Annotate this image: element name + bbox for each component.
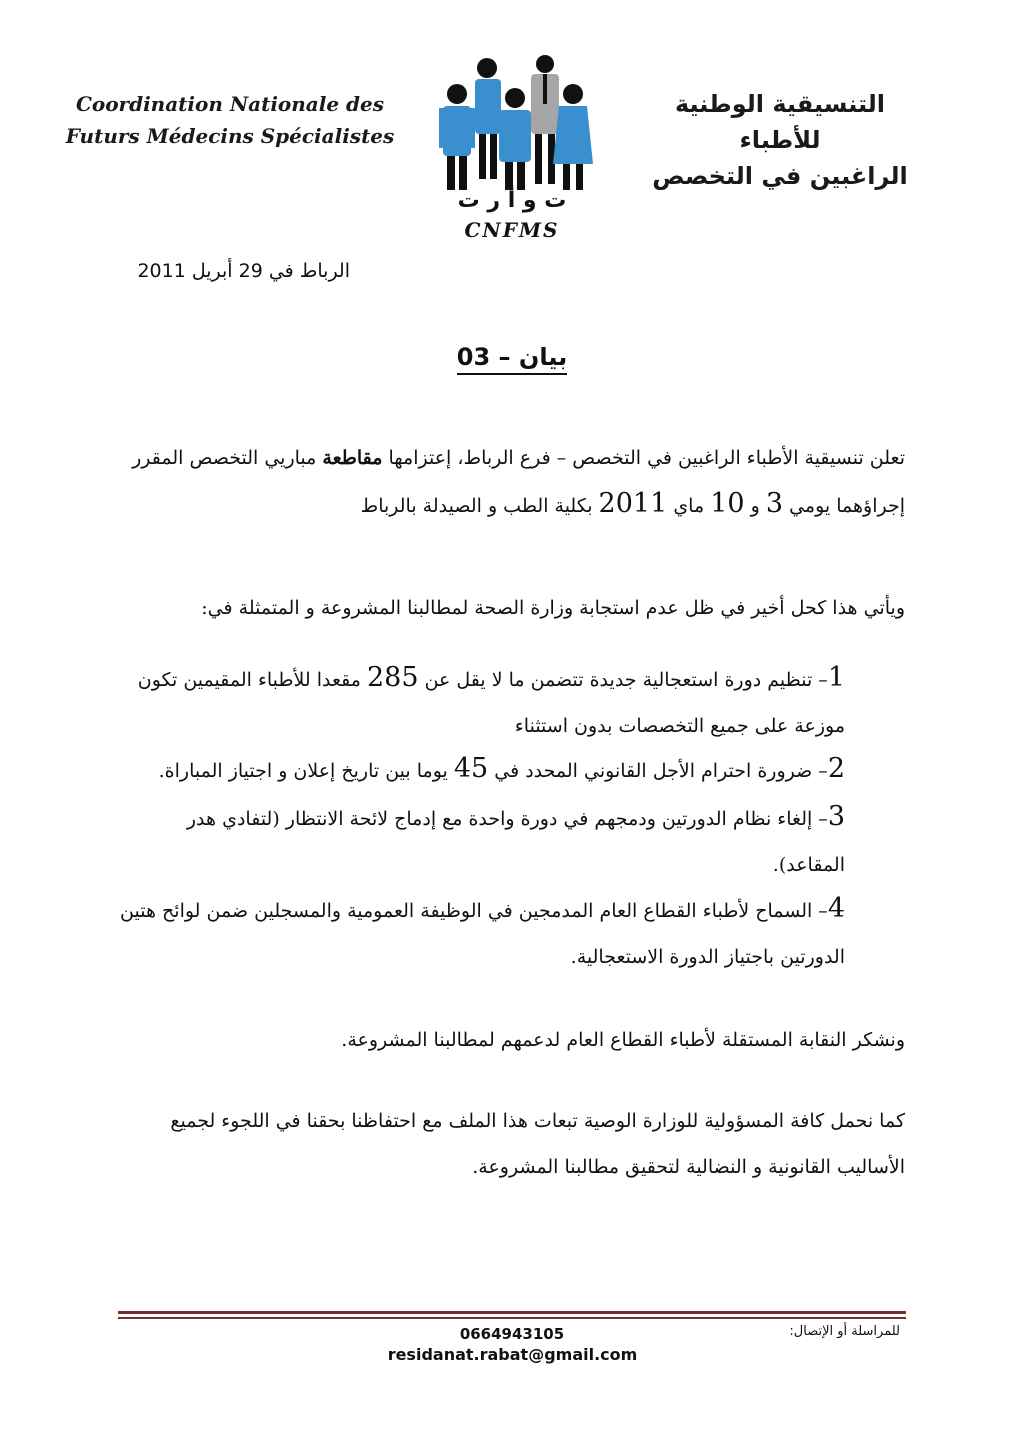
logo-figure-left	[439, 84, 475, 190]
intro-day-1: 3	[765, 488, 784, 519]
intro-and: و	[750, 495, 760, 517]
statement-title-text: بيان – 03	[457, 343, 567, 375]
arabic-org-line-2: الراغبين في التخصص	[652, 162, 908, 190]
demand-item-3	[120, 794, 845, 888]
closing-paragraph: كما نحمل كافة المسؤولية للوزارة الوصية تبعات هذا الملف مع احتفاظنا بحقنا في اللجوء لجميع الأساليب القانونية و النضالية لتحقيق مطالبنا المشروعة.	[170, 1110, 905, 1178]
intro-paragraph	[120, 435, 905, 529]
intro-line-2-pre: المقرر إجراؤهما يومي	[132, 447, 905, 517]
footer-phone: 0664943105	[459, 1325, 565, 1343]
statement-title	[412, 343, 612, 371]
intro-line-1: تعلن تنسيقية الأطباء الراغبين في التخصص – فرع الرباط، إعتزامها	[388, 447, 905, 469]
demand-figure: 285	[366, 662, 419, 693]
reason-paragraph: ويأتي هذا كحل أخير في ظل عدم استجابة وزارة الصحة لمطالبنا المشروعة و المتمثلة في:	[201, 597, 905, 619]
demand-text-post: يوما بين تاريخ إعلان و اجتياز المباراة.	[158, 760, 448, 782]
demand-number: 2	[827, 753, 845, 784]
logo-figure-back-right	[531, 55, 559, 184]
demand-figure: 45	[453, 753, 489, 784]
intro-bold-word: مقاطعة	[322, 447, 383, 469]
intro-line-2-post: بكلية الطب و الصيدلة بالرباط	[360, 495, 593, 517]
demand-text-pre: – تنظيم دورة استعجالية جديدة تتضمن ما لا يقل عن	[424, 669, 828, 691]
french-org-line-1: Coordination Nationale des	[75, 92, 385, 116]
intro-line-1-end: مباريي التخصص	[189, 447, 317, 469]
logo-figure-center	[499, 88, 531, 190]
demand-number: 3	[827, 801, 845, 832]
demand-text-pre: – ضرورة احترام الأجل القانوني المحدد في	[494, 760, 828, 782]
demand-number: 1	[827, 662, 845, 693]
footer-rule-thin	[118, 1317, 906, 1319]
footer-rule	[118, 1311, 906, 1314]
thanks-paragraph: ونشكر النقابة المستقلة لأطباء القطاع العام لدعمهم لمطالبنا المشروعة.	[341, 1029, 905, 1051]
document-date: الرباط في 29 أبريل 2011	[137, 260, 350, 282]
logo-figure-back-left	[475, 58, 501, 179]
logo-arabic-acronym: ت و أ ر ت	[457, 188, 567, 213]
footer-contact-label: للمراسلة أو الإتصال:	[789, 1324, 900, 1339]
demand-item-2	[120, 746, 845, 794]
intro-day-2: 10	[710, 488, 745, 519]
french-org-name	[50, 88, 410, 152]
doctors-logo-icon	[435, 52, 595, 192]
arabic-org-line-1: التنسيقية الوطنية للأطباء	[674, 90, 886, 154]
footer-email[interactable]: residanat.rabat@gmail.com	[387, 1345, 638, 1364]
demand-number: 4	[827, 893, 845, 924]
logo-latin-acronym: CNFMS	[464, 218, 560, 242]
demand-text-pre: – السماح لأطباء القطاع العام المدمجين في الوظيفة العمومية والمسجلين ضمن لوائح هتين الدورتين باجتياز الدورة الاستعجالية.	[120, 900, 845, 968]
demand-item-4	[120, 886, 845, 980]
arabic-org-name	[635, 86, 925, 194]
intro-year: 2011	[598, 488, 668, 519]
demand-text-pre: – إلغاء نظام الدورتين ودمجهم في دورة واحدة مع إدماج لائحة الانتظار (لتفادي هدر المقاعد).	[186, 808, 845, 876]
intro-month: ماي	[673, 495, 705, 517]
demand-item-1	[120, 655, 845, 749]
demand-text-post: مقعدا للأطباء المقيمين تكون موزعة على جميع التخصصات بدون استثناء	[137, 669, 845, 737]
french-org-line-2: Futurs Médecins Spécialistes	[65, 124, 395, 148]
